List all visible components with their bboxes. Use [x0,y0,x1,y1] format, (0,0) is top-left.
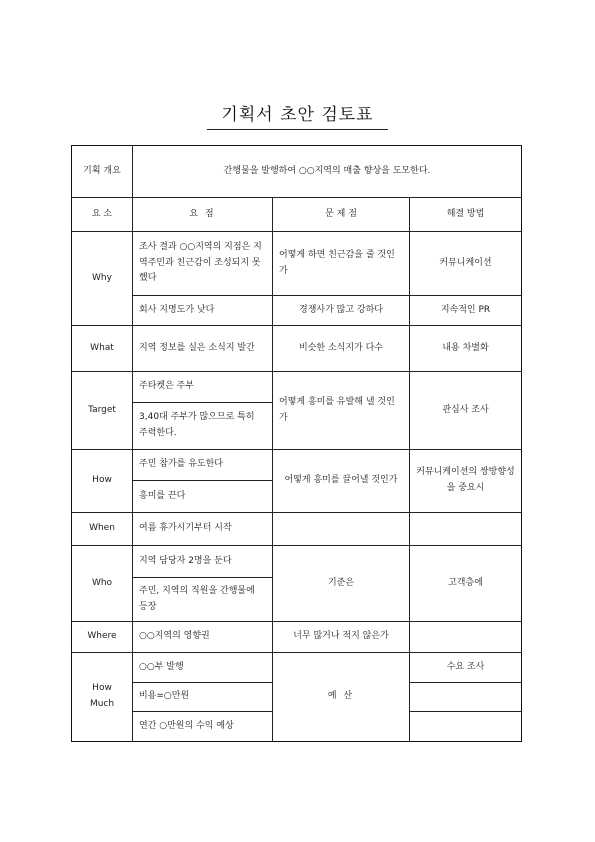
when-label: When [72,513,133,546]
where-point: ○○지역의 영향권 [133,622,273,653]
howmuch-point-1: ○○부 발행 [133,653,273,683]
what-label: What [72,326,133,372]
header-row [72,198,522,232]
how-problem: 어떻게 흥미를 끌어낼 것인가 [273,450,410,513]
why-row-2 [72,296,522,326]
title-wrap [0,100,595,130]
page-title: 기획서 초안 검토표 [207,100,387,130]
target-point-2: 3,40대 주부가 많으므로 특히 주력한다. [133,403,273,450]
header-point: 요 점 [133,198,273,232]
who-row-1 [72,546,522,578]
howmuch-label-line-1: How [92,683,112,694]
how-point-2: 흥미를 끈다 [133,481,273,513]
who-point-2: 주민, 지역의 직원을 간행물에 등장 [133,578,273,622]
where-problem: 너무 많거나 적지 않은가 [273,622,410,653]
why-point-1: 조사 결과 ○○지역의 지점은 지역주민과 친근감이 조성되지 못했다 [133,232,273,296]
where-label [72,622,133,653]
where-label-text: Where [87,631,117,642]
howmuch-solution-empty-1 [410,683,522,712]
why-solution-2: 지속적인 PR [410,296,522,326]
howmuch-problem-text: 예 산 [327,691,355,702]
what-row [72,326,522,372]
review-table [71,145,522,742]
when-solution-empty [410,513,522,546]
who-solution: 고객층에 [410,546,522,622]
howmuch-point-3: 연간 ○만원의 수익 예상 [133,712,273,742]
how-solution: 커뮤니케이션의 쌍방향성을 중요시 [410,450,522,513]
when-problem-empty [273,513,410,546]
what-solution: 내용 차별화 [410,326,522,372]
howmuch-problem [273,653,410,742]
when-point: 여름 휴가시기부터 시작 [133,513,273,546]
who-point-1: 지역 담당자 2명을 둔다 [133,546,273,578]
why-problem-2: 경쟁사가 많고 강하다 [273,296,410,326]
target-row-1 [72,372,522,403]
what-point: 지역 정보를 실은 소식지 발간 [133,326,273,372]
who-label: Who [72,546,133,622]
target-solution: 관심사 조사 [410,372,522,450]
when-row [72,513,522,546]
header-element: 요 소 [72,198,133,232]
how-row-1 [72,450,522,481]
where-row [72,622,522,653]
overview-text: 간행물을 발행하여 ○○지역의 매출 향상을 도모한다. [133,146,522,198]
overview-row [72,146,522,198]
header-problem: 문 제 점 [273,198,410,232]
howmuch-solution-empty-2 [410,712,522,742]
target-problem: 어떻게 흥미를 유발해 낼 것인가 [273,372,410,450]
header-solution: 해결 방법 [410,198,522,232]
howmuch-row-1 [72,653,522,683]
howmuch-label [72,653,133,742]
how-point-1: 주민 참가를 유도한다 [133,450,273,481]
howmuch-label-line-2: Much [89,699,115,709]
howmuch-solution: 수요 조사 [410,653,522,683]
why-solution-1: 커뮤니케이션 [410,232,522,296]
why-problem-1: 어떻게 하면 친근감을 줄 것인가 [273,232,410,296]
where-solution-empty [410,622,522,653]
howmuch-point-2: 비용=○만원 [133,683,273,712]
why-row-1 [72,232,522,296]
who-problem: 기준은 [273,546,410,622]
why-label: Why [72,232,133,326]
target-point-1: 주타켓은 주부 [133,372,273,403]
overview-label: 기획 개요 [72,146,133,198]
how-label: How [72,450,133,513]
why-point-2: 회사 지명도가 낮다 [133,296,273,326]
target-label: Target [72,372,133,450]
what-problem: 비슷한 소식지가 다수 [273,326,410,372]
